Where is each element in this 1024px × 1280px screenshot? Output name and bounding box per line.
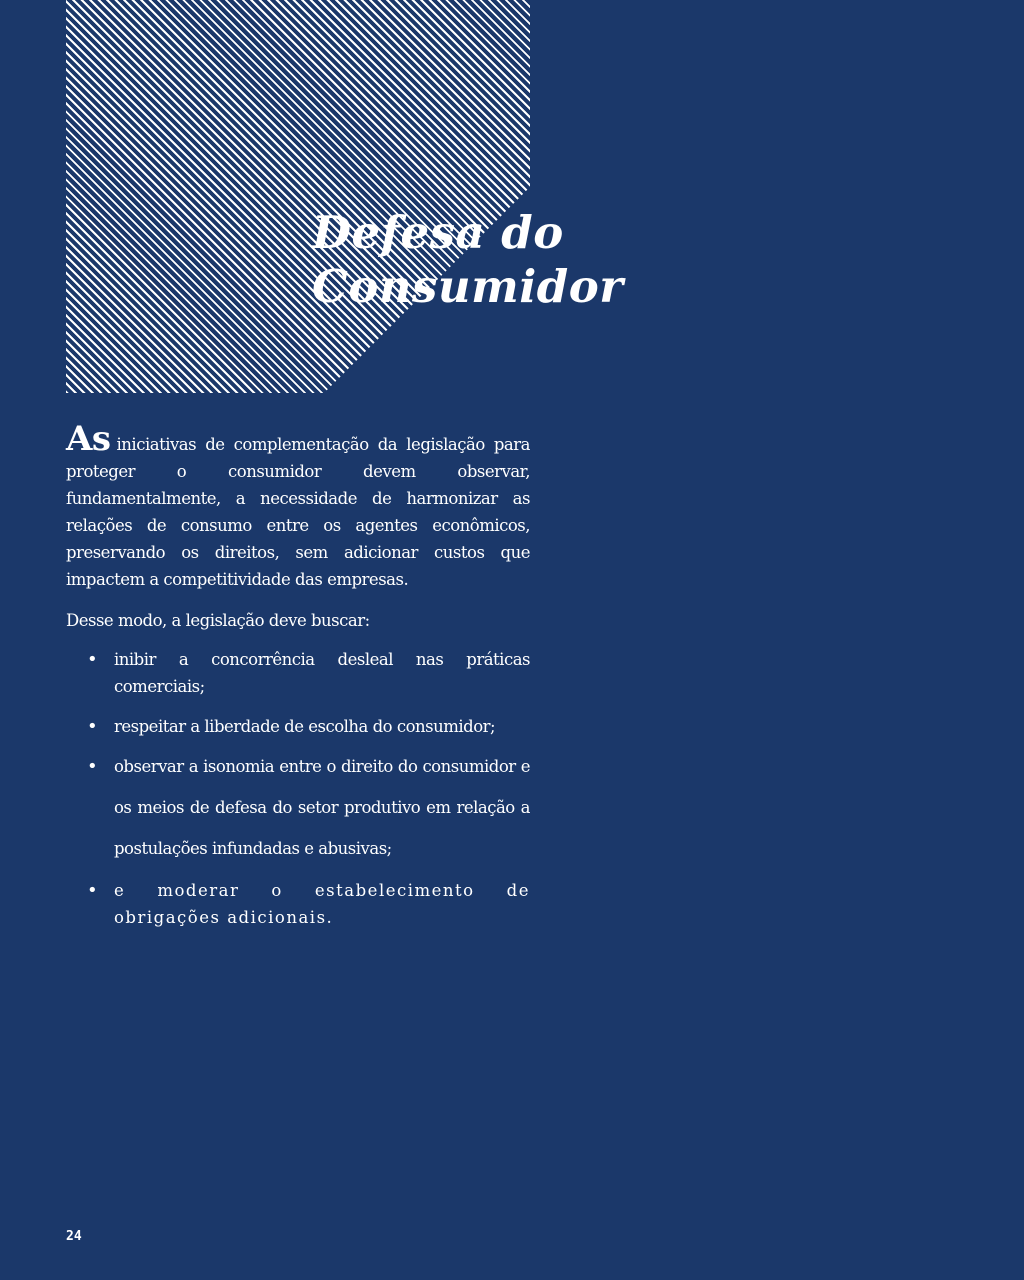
list-item-text: inibir a concorrência desleal nas práticas comerciais; [114, 650, 530, 696]
list-item [66, 646, 530, 700]
intro-text: iniciativas de complementação da legislação para proteger o consumidor devem observar, fundamentalmente, a necessidade de harmonizar as relações de consumo entre os agentes econômicos, preservando os direitos, sem adicionar custos que impactem a competitividade das empresas. [66, 435, 530, 589]
intro-paragraph [66, 419, 530, 593]
striped-decoration [66, 0, 530, 393]
bullet-list [66, 646, 530, 931]
page-title [312, 206, 624, 314]
lead-paragraph: Desse modo, a legislação deve buscar: [66, 611, 370, 630]
title-line-1: Defesa do [312, 206, 564, 259]
list-item-text: observar a isonomia entre o direito do consumidor e os meios de defesa do setor produtivo em relação a postulações infundadas e abusivas; [114, 757, 530, 858]
main-content [66, 419, 530, 931]
bullet-icon: • [87, 716, 98, 737]
list-item [66, 877, 530, 931]
list-item [66, 713, 530, 740]
bullet-icon: • [87, 649, 98, 670]
bullet-icon: • [87, 880, 100, 901]
list-item-text: e moderar o estabelecimento de obrigações adicionais. [114, 881, 530, 927]
list-item-text: respeitar a liberdade de escolha do consumidor; [114, 717, 496, 736]
bullet-icon: • [87, 756, 98, 777]
dropcap: As [66, 419, 111, 459]
list-item [66, 746, 530, 869]
title-line-2: Consumidor [312, 260, 624, 313]
page-number: 24 [66, 1229, 82, 1244]
